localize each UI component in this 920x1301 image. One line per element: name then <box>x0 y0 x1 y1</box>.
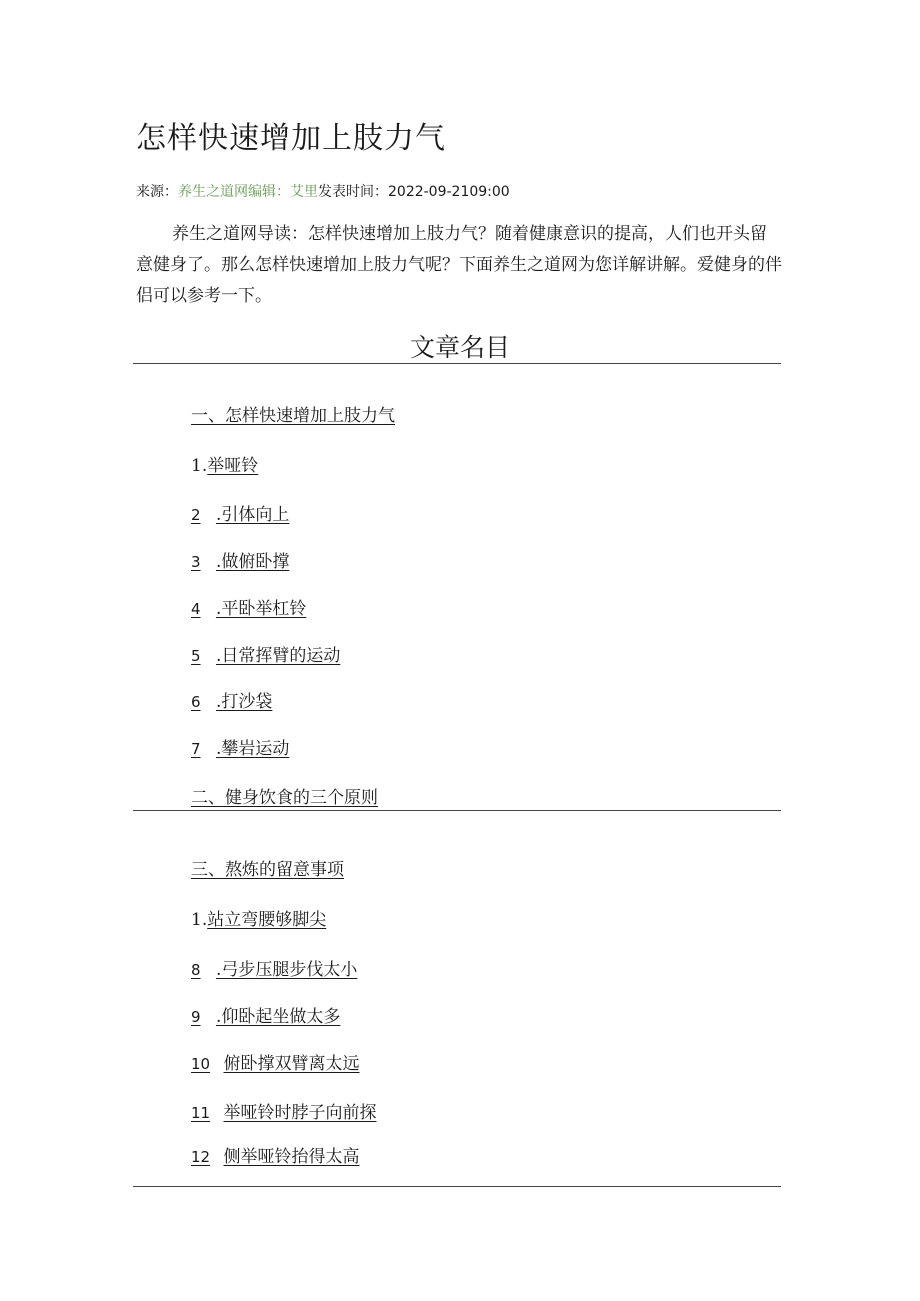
toc-bottom-rule <box>133 1186 781 1187</box>
toc-item-1-2[interactable] <box>191 503 289 527</box>
toc-item-label: .弓步压腿步伐太小 <box>215 960 358 980</box>
toc-item-number: 5 <box>191 647 201 665</box>
toc-item-number: 3 <box>191 553 201 571</box>
toc-item-label: 侧举哑铃抬得太高 <box>223 1147 360 1167</box>
toc-item-3-3[interactable] <box>191 1005 340 1029</box>
toc-item-prefix: 1. <box>191 456 208 476</box>
toc-item-label: 三、熬炼的留意事项 <box>191 860 344 880</box>
toc-item-label: 举哑铃时脖子向前探 <box>223 1103 377 1123</box>
toc-item-label: .平卧举杠铃 <box>215 599 307 619</box>
toc-item-label: 俯卧撑双臂离太远 <box>223 1054 360 1074</box>
toc-item-label: 举哑铃 <box>207 456 259 476</box>
toc-item-1-7[interactable] <box>191 737 289 761</box>
toc-item-1-5[interactable] <box>191 644 340 668</box>
toc-item-label: .打沙袋 <box>215 692 273 712</box>
toc-item-3-6[interactable] <box>191 1145 360 1169</box>
editor-value: 艾里 <box>290 184 318 200</box>
toc-item-1-3[interactable] <box>191 550 289 574</box>
toc-item-label: .做俯卧撑 <box>215 552 290 572</box>
toc-item-label: .引体向上 <box>215 505 290 525</box>
time-value: 2022-09-2109:00 <box>388 184 510 200</box>
source-value[interactable]: 养生之道网 <box>178 184 248 200</box>
editor-label: 编辑： <box>248 184 290 200</box>
toc-heading: 文章名目 <box>409 333 510 362</box>
toc-item-3-1[interactable] <box>191 908 326 932</box>
time-label: 发表时间： <box>318 184 388 200</box>
toc-item-label: 二、健身饮食的三个原则 <box>191 788 378 808</box>
toc-item-section-3[interactable] <box>191 858 344 882</box>
toc-item-3-5[interactable] <box>191 1101 377 1125</box>
toc-item-number: 12 <box>191 1148 211 1166</box>
toc-item-number: 10 <box>191 1055 211 1073</box>
toc-item-1-4[interactable] <box>191 597 306 621</box>
toc-item-1-1[interactable] <box>191 454 258 478</box>
toc-item-label: .仰卧起坐做太多 <box>215 1007 341 1027</box>
toc-item-number: 9 <box>191 1008 201 1026</box>
toc-item-3-4[interactable] <box>191 1052 360 1076</box>
toc-item-label: 站立弯腰够脚尖 <box>207 910 327 930</box>
toc-item-label: .攀岩运动 <box>215 739 290 759</box>
toc-item-number: 11 <box>191 1104 211 1122</box>
toc-item-number: 7 <box>191 740 201 758</box>
toc-item-section-1[interactable] <box>191 404 395 428</box>
toc-middle-rule <box>133 810 781 811</box>
source-label: 来源： <box>136 184 178 200</box>
article-meta <box>136 182 510 202</box>
toc-item-3-2[interactable] <box>191 958 357 982</box>
toc-item-number: 2 <box>191 506 201 524</box>
article-intro: 养生之道网导读：怎样快速增加上肢力气？随着健康意识的提高，人们也开头留意健身了。那么怎样快速增加上肢力气呢？下面养生之道网为您详解讲解。爱健身的伴侣可以参考一下。 <box>136 224 782 306</box>
toc-item-number: 4 <box>191 600 201 618</box>
toc-item-prefix: 1. <box>191 910 208 930</box>
toc-item-section-2[interactable] <box>191 786 378 810</box>
toc-item-number: 8 <box>191 961 201 979</box>
toc-item-label: 一、怎样快速增加上肢力气 <box>191 406 395 426</box>
toc-item-1-6[interactable] <box>191 690 272 714</box>
toc-item-number: 6 <box>191 693 201 711</box>
article-title: 怎样快速增加上肢力气 <box>136 121 446 156</box>
toc-top-rule <box>133 363 781 364</box>
toc-item-label: .日常挥臂的运动 <box>215 646 341 666</box>
